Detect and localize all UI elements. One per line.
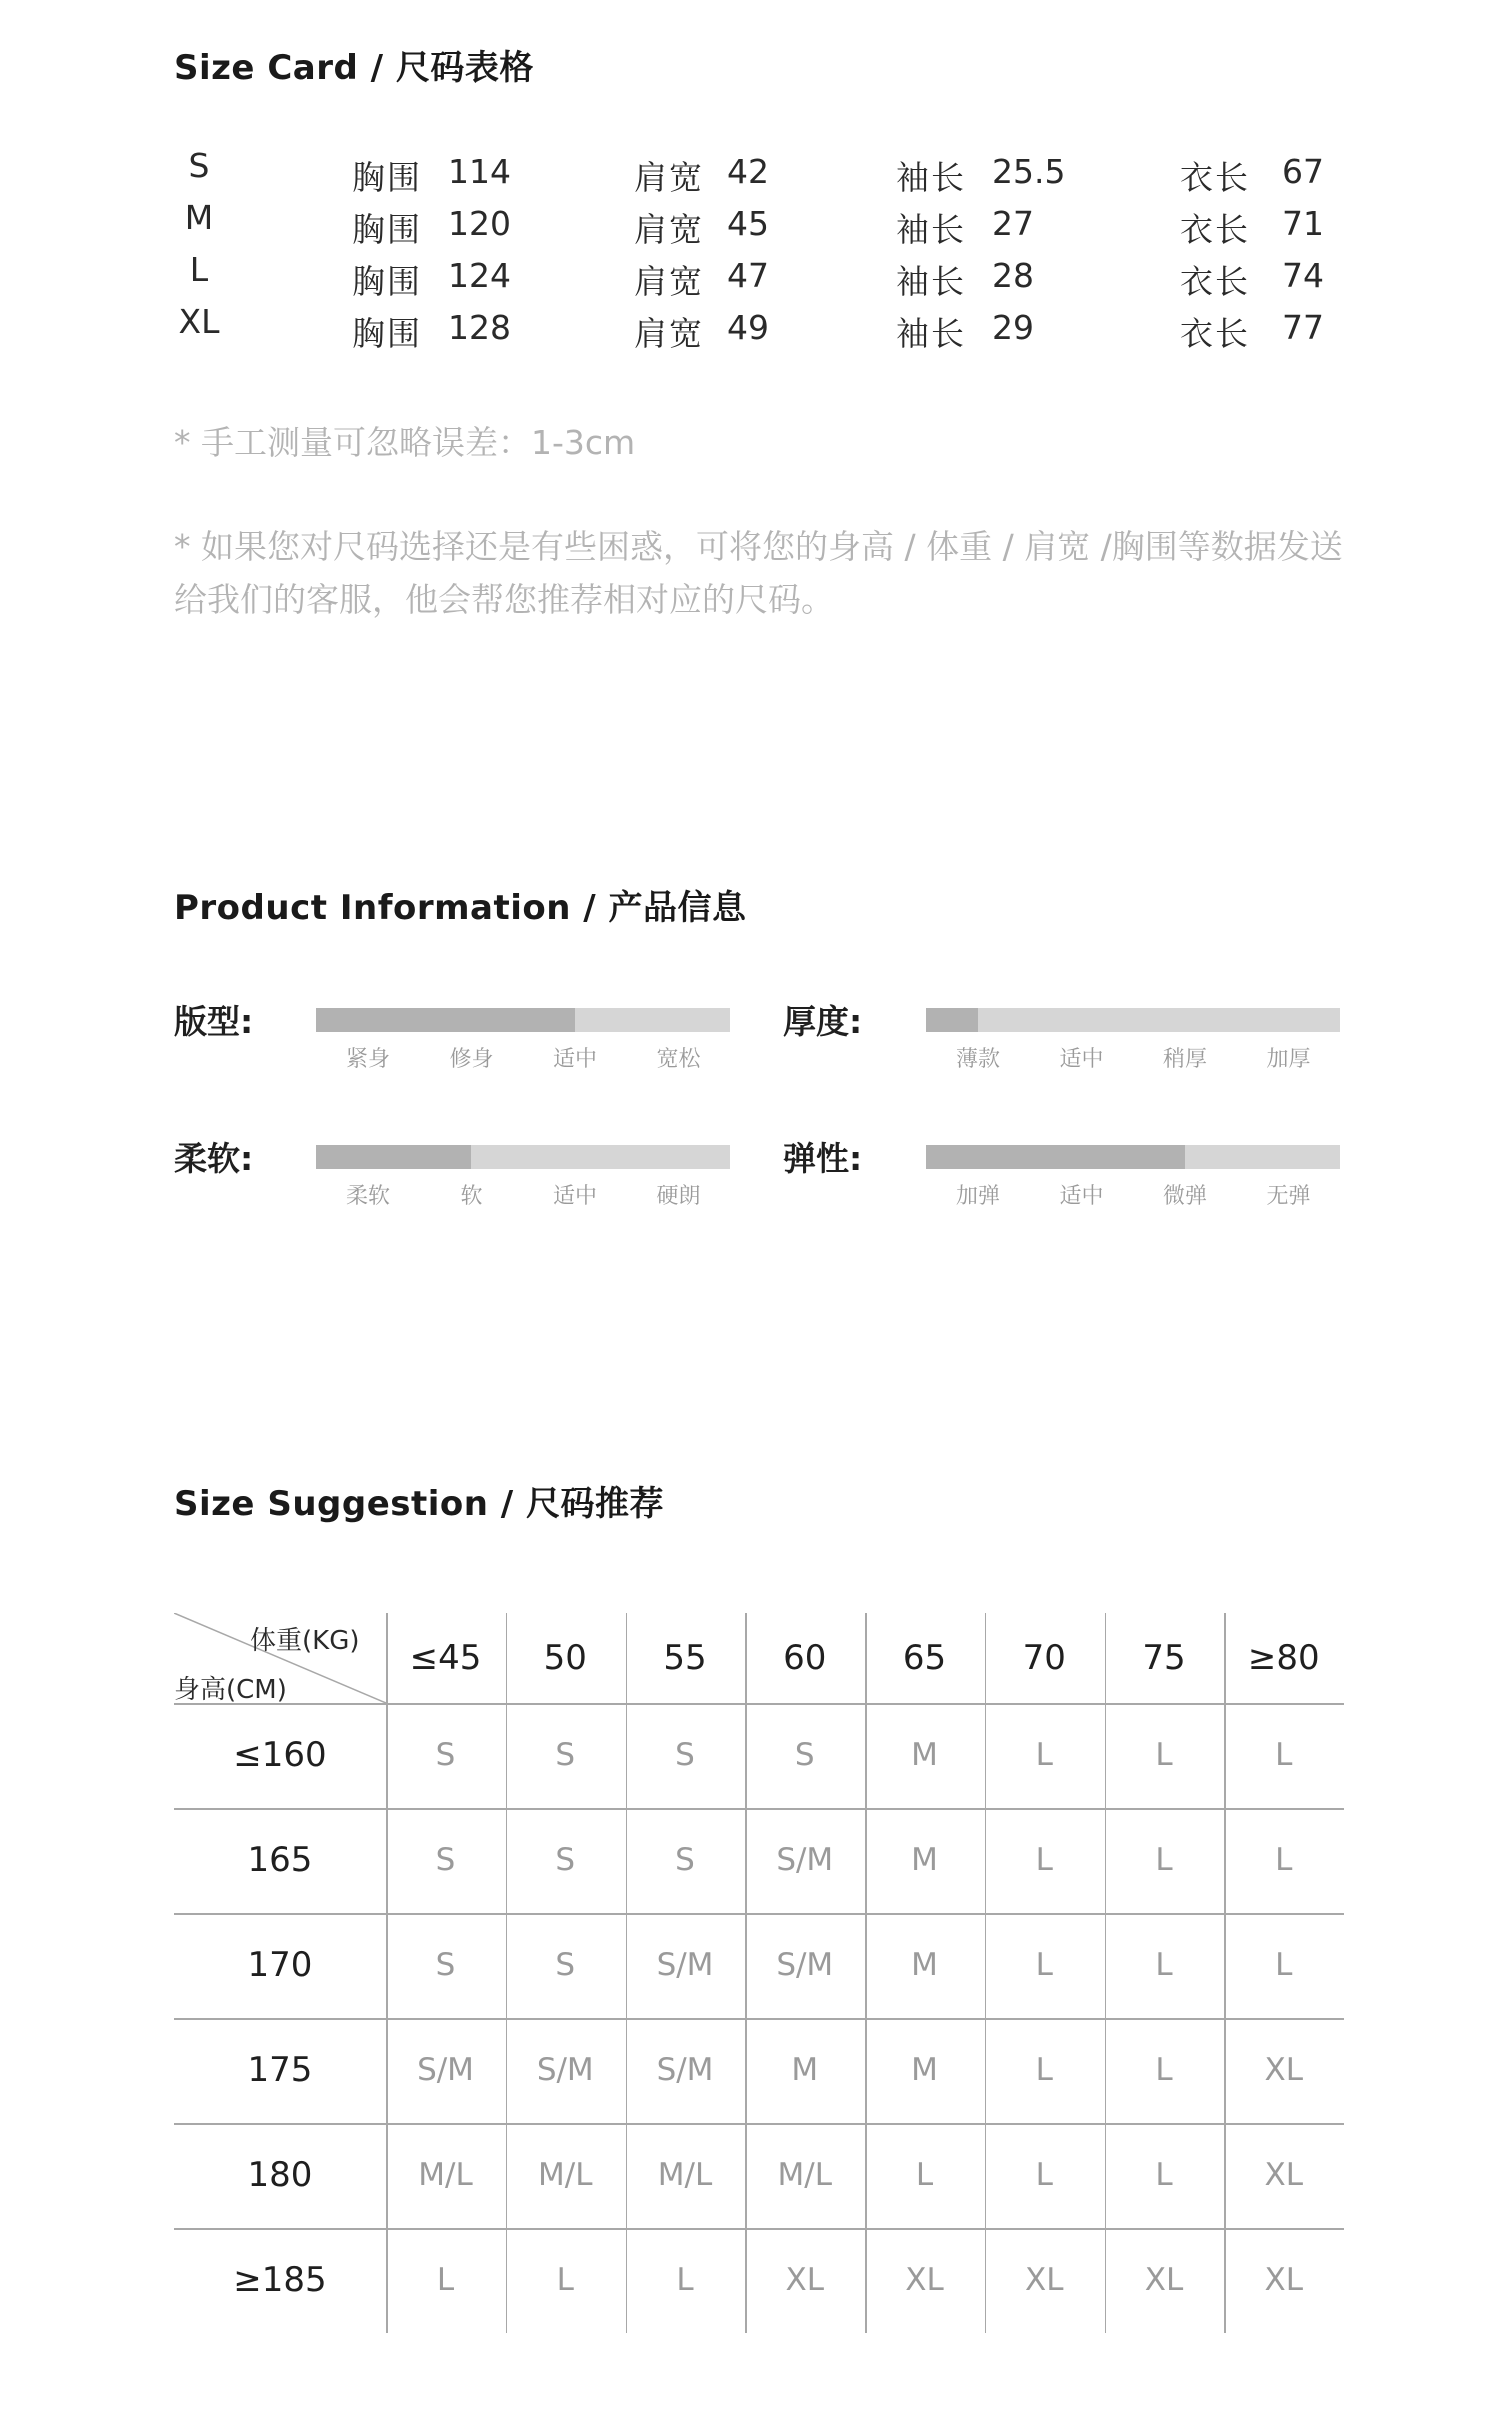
size-recommendation-cell: L [1035,1947,1053,1983]
size-recommendation-cell: S [555,1947,576,1983]
size-recommendation-cell: S [435,1842,456,1878]
measure-label: 衣长 [1180,158,1250,197]
size-recommendation-cell: M [791,2052,819,2088]
height-row-header: ≤160 [233,1735,327,1775]
scale-label: 柔软 [345,1184,390,1209]
size-recommendation-cell: L [1275,1737,1293,1773]
measure-label: 衣长 [1180,210,1250,249]
scale-label: 微弹 [1162,1184,1207,1209]
size-recommendation-cell: XL [785,2262,824,2298]
measure-value: 25.5 [992,152,1066,191]
size-recommendation-cell: XL [905,2262,944,2298]
measure-value: 47 [727,256,769,295]
size-label: XL [178,302,220,341]
scale-label: 加厚 [1266,1047,1311,1072]
weight-column-header: 60 [783,1638,827,1678]
size-recommendation-cell: L [1155,2157,1173,2193]
measure-value: 120 [448,204,511,243]
size-suggestion-table [174,1613,1344,2333]
measure-label: 衣长 [1180,314,1250,353]
size-card-row [0,146,1500,204]
size-recommendation-cell: L [1155,1737,1173,1773]
measure-label: 袖长 [896,314,966,353]
measure-value: 45 [727,204,769,243]
scale-label: 适中 [1059,1184,1104,1209]
size-recommendation-cell: XL [1264,2157,1303,2193]
weight-column-header: 55 [663,1638,707,1678]
size-recommendation-cell: M [911,1737,938,1773]
height-row-header: 180 [247,2155,313,2195]
height-row-header: 165 [247,1840,313,1880]
size-recommendation-cell: S [555,1737,576,1773]
measure-label: 胸围 [352,314,422,353]
measure-label: 胸围 [352,262,422,301]
size-recommendation-cell: S/M [776,1842,834,1878]
size-label: L [189,250,209,289]
attribute-label: 厚度: [783,1002,863,1041]
scale-label: 软 [460,1184,483,1209]
measure-value: 124 [448,256,511,295]
size-label: S [188,146,210,185]
attribute-label: 弹性: [783,1139,863,1178]
size-recommendation-cell: L [1155,1947,1173,1983]
size-recommendation-cell: L [436,2262,455,2298]
attribute-bar-fill [316,1145,471,1169]
scale-label: 无弹 [1266,1184,1311,1209]
size-recommendation-cell: M [911,2052,938,2088]
size-recommendation-cell: S [435,1947,456,1983]
scale-label: 加弹 [955,1184,1000,1209]
height-row-header: 175 [247,2050,313,2090]
measurement-note: * 手工测量可忽略误差：1-3cm [174,423,636,462]
scale-label: 稍厚 [1162,1047,1207,1072]
measure-label: 肩宽 [634,314,704,353]
size-recommendation-cell: S [555,1842,576,1878]
measure-label: 肩宽 [634,210,704,249]
size-recommendation-cell: M/L [418,2157,473,2193]
size-recommendation-cell: L [1275,1947,1293,1983]
measure-label: 袖长 [896,210,966,249]
scale-label: 修身 [449,1047,494,1072]
measure-label: 袖长 [896,158,966,197]
size-recommendation-cell: S/M [656,2052,714,2088]
size-recommendation-cell: S [435,1737,456,1773]
attribute-bar [926,1008,1340,1032]
size-recommendation-cell: XL [1264,2052,1303,2088]
size-recommendation-cell: M/L [777,2157,832,2193]
height-header: 身高(CM) [174,1675,287,1703]
measure-value: 67 [1282,152,1324,191]
height-row-header: ≥185 [233,2260,327,2300]
size-recommendation-cell: M/L [538,2157,593,2193]
measure-label: 胸围 [352,210,422,249]
measure-value: 29 [992,308,1034,347]
size-recommendation-cell: S/M [656,1947,714,1983]
size-recommendation-cell: L [1035,2157,1053,2193]
size-recommendation-cell: XL [1264,2262,1303,2298]
measure-value: 114 [448,152,511,191]
size-recommendation-cell: S [794,1737,815,1773]
measure-value: 49 [727,308,769,347]
size-recommendation-cell: L [1035,2052,1053,2088]
size-card-row [0,302,1500,360]
height-row-header: 170 [247,1945,313,1985]
size-card-row [0,198,1500,256]
scale-label: 适中 [552,1047,597,1072]
measure-value: 42 [727,152,769,191]
attribute-bar [926,1145,1340,1169]
weight-column-header: ≤45 [409,1638,482,1678]
size-recommendation-cell: L [676,2262,694,2298]
scale-label: 宽松 [656,1047,701,1072]
measure-value: 77 [1282,308,1324,347]
weight-header: 体重(KG) [250,1626,360,1656]
size-recommendation-cell: L [1035,1737,1053,1773]
size-recommendation-cell: L [1155,2052,1173,2088]
size-recommendation-cell: S [675,1737,695,1773]
table-header-corner [174,1613,386,1703]
weight-column-header: 65 [902,1638,947,1678]
size-recommendation-cell: M/L [657,2157,713,2193]
size-card-title: Size Card / 尺码表格 [174,48,534,88]
size-advice-note: * 如果您对尺码选择还是有些困惑，可将您的身高 / 体重 / 肩宽 /胸围等数据发送给我们的客服，他会帮您推荐相对应的尺码。 [174,527,1343,619]
attribute-bar-fill [316,1008,575,1032]
size-recommendation-cell: S/M [536,2052,594,2088]
size-recommendation-cell: S/M [776,1947,834,1983]
measure-label: 胸围 [352,158,422,197]
weight-column-header: 75 [1142,1638,1186,1678]
measure-value: 27 [992,204,1034,243]
weight-column-header: 70 [1022,1638,1066,1678]
attribute-bar-fill [926,1145,1185,1169]
scale-label: 紧身 [345,1047,390,1072]
size-recommendation-cell: L [1035,1842,1053,1878]
measure-label: 衣长 [1180,262,1250,301]
measure-value: 28 [992,256,1034,295]
weight-column-header: 50 [543,1638,587,1678]
scale-label: 硬朗 [656,1184,701,1209]
size-recommendation-cell: XL [1024,2262,1064,2298]
attribute-bar [316,1008,730,1032]
size-label: M [184,198,214,237]
measure-label: 肩宽 [634,262,704,301]
measure-value: 128 [448,308,511,347]
attribute-bar-fill [926,1008,978,1032]
size-recommendation-cell: L [1155,1842,1173,1878]
measure-value: 71 [1282,204,1324,243]
measure-value: 74 [1282,256,1324,295]
size-suggestion-title: Size Suggestion / 尺码推荐 [174,1484,665,1524]
size-recommendation-cell: M [911,1947,938,1983]
product-info-title: Product Information / 产品信息 [174,888,747,928]
attribute-bar [316,1145,730,1169]
scale-label: 适中 [1059,1047,1104,1072]
attribute-label: 版型: [174,1002,254,1041]
size-card-row [0,250,1500,308]
measure-label: 肩宽 [634,158,704,197]
attribute-label: 柔软: [174,1139,254,1178]
size-recommendation-cell: S/M [417,2052,474,2088]
measure-label: 袖长 [896,262,966,301]
size-recommendation-cell: L [1275,1842,1293,1878]
weight-column-header: ≥80 [1247,1638,1320,1678]
size-recommendation-cell: S [675,1842,695,1878]
size-recommendation-cell: M [911,1842,938,1878]
size-recommendation-cell: L [556,2262,574,2298]
size-recommendation-cell: XL [1144,2262,1184,2298]
size-recommendation-cell: L [915,2157,934,2193]
scale-label: 适中 [552,1184,597,1209]
scale-label: 薄款 [955,1047,1000,1072]
